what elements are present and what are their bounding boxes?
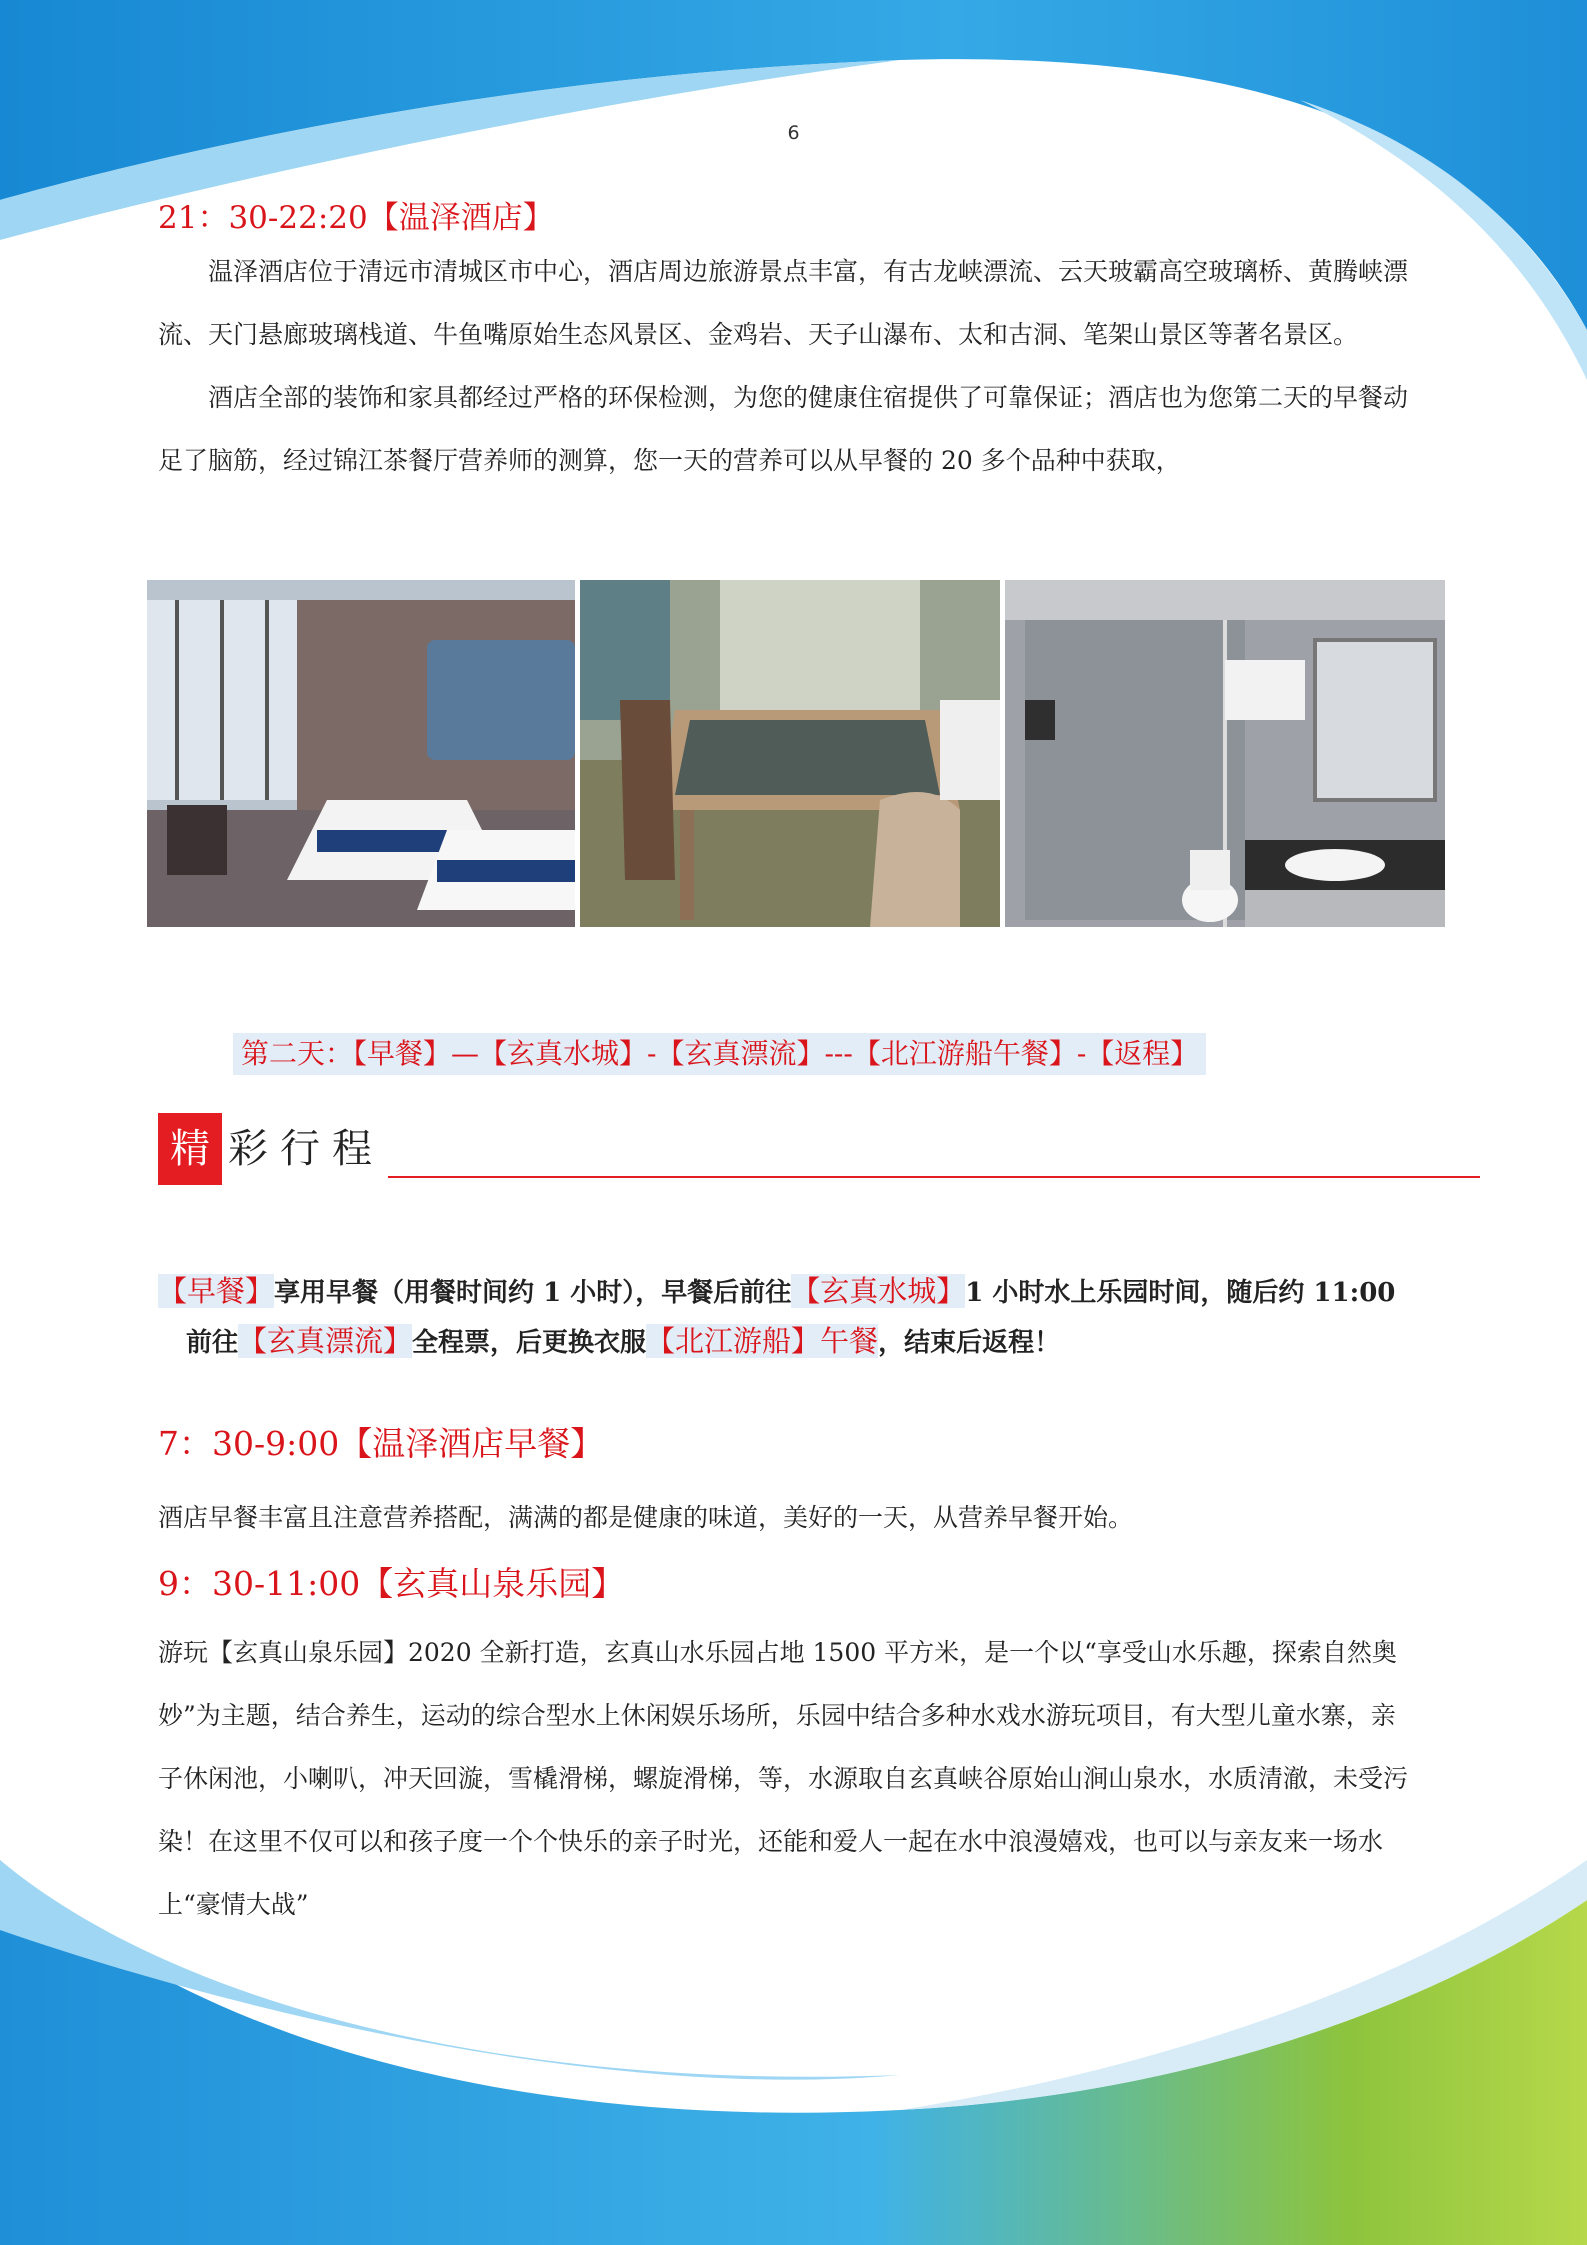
summary-text: ，结束后返程！ [878, 1328, 1061, 1358]
summary-breakfast-tag: 【早餐】 [158, 1274, 275, 1308]
section-title-underline [388, 1176, 1480, 1178]
summary-text: 享用早餐（用餐时间约 1 小时），早餐后前往 [274, 1278, 792, 1308]
breakfast-heading [158, 1418, 603, 1465]
park-time: 9：30-11:00 [158, 1564, 361, 1603]
summary-text: 全程票，后更换衣服 [412, 1328, 647, 1358]
hotel-photo-strip [147, 580, 1445, 927]
day-two-summary [158, 1267, 1418, 1367]
table-photo [580, 580, 1000, 927]
hotel-paragraph-2: 酒店全部的装饰和家具都经过严格的环保检测，为您的健康住宿提供了可靠保证；酒店也为您第二天的早餐动足了脑筋，经过锦江茶餐厅营养师的测算，您一天的营养可以从早餐的 20 多个品种中获取， [158, 383, 1409, 475]
summary-cruise-tag: 【北江游船】午餐 [646, 1324, 879, 1358]
hotel-title: 【温泽酒店】 [367, 200, 554, 236]
section-title-rest: 彩行程 [228, 1126, 384, 1172]
park-description [158, 1621, 1408, 1936]
page-number: 6 [787, 122, 800, 144]
park-heading [158, 1558, 624, 1605]
breakfast-description [158, 1486, 1408, 1549]
breakfast-time: 7：30-9:00 [158, 1424, 340, 1463]
summary-rafting-tag: 【玄真漂流】 [238, 1324, 413, 1358]
hotel-description [158, 240, 1408, 492]
day-two-banner: 第二天：【早餐】—【玄真水城】-【玄真漂流】---【北江游船午餐】-【返程】 [233, 1033, 1206, 1075]
park-title: 【玄真山泉乐园】 [360, 1564, 625, 1603]
section-title-first-char: 精 [158, 1113, 222, 1185]
summary-line-1 [158, 1267, 1418, 1317]
hotel-heading [158, 192, 554, 237]
section-title [158, 1113, 1480, 1185]
hotel-time: 21：30-22:20 [158, 200, 368, 236]
bedroom-photo [147, 580, 575, 927]
summary-text: 前往 [186, 1328, 239, 1358]
bathroom-photo [1005, 580, 1445, 927]
breakfast-title: 【温泽酒店早餐】 [339, 1424, 604, 1463]
summary-line-2 [158, 1317, 1418, 1367]
hotel-paragraph-1: 温泽酒店位于清远市清城区市中心，酒店周边旅游景点丰富，有古龙峡漂流、云天玻霸高空玻璃桥、黄腾峡漂流、天门悬廊玻璃栈道、牛鱼嘴原始生态风景区、金鸡岩、天子山瀑布、太和古洞、笔架山景区等著名景区。 [158, 257, 1409, 349]
summary-water-city-tag: 【玄真水城】 [791, 1274, 966, 1308]
park-text: 游玩【玄真山泉乐园】2020 全新打造，玄真山水乐园占地 1500 平方米，是一个以“享受山水乐趣，探索自然奥妙”为主题，结合养生，运动的综合型水上休闲娱乐场所，乐园中结合多种水戏水游玩项目，有大型儿童水寨，亲子休闲池，小喇叭，冲天回漩，雪橇滑梯，螺旋滑梯，等，水源取自玄真峡谷原始山涧山泉水，水质清澈，未受污染！在这里不仅可以和孩子度一个个快乐的亲子时光，还能和爱人一起在水中浪漫嬉戏，也可以与亲友来一场水上“豪情大战” [158, 1638, 1409, 1919]
summary-text: 1 小时水上乐园时间，随后约 11:00 [965, 1278, 1396, 1308]
breakfast-text: 酒店早餐丰富且注意营养搭配，满满的都是健康的味道，美好的一天，从营养早餐开始。 [158, 1503, 1134, 1532]
